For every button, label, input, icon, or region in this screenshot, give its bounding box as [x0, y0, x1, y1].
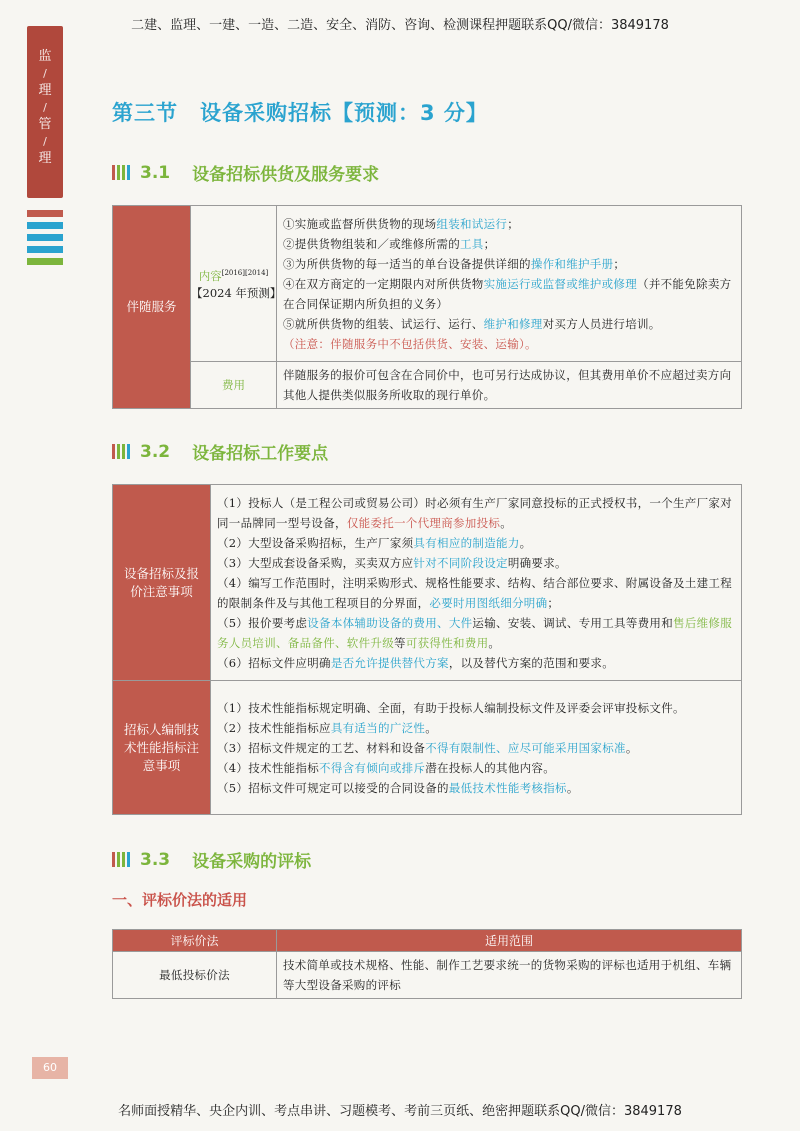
- tender-points-text: [211, 485, 742, 681]
- list-item: （1）投标人（是工程公司或贸易公司）时必须有生产厂家同意投标的正式授权书，一个生产厂家对同一品牌同一型号设备，仅能委托一个代理商参加投标。: [217, 495, 733, 530]
- heading-bars-icon: [112, 165, 130, 180]
- side-bar-cyan: [27, 246, 63, 253]
- list-item: ⑤就所供货物的组装、试运行、运行、维护和修理对买方人员进行培训。: [283, 316, 661, 331]
- side-bar-cyan: [27, 222, 63, 229]
- side-chapter-tab: [27, 26, 63, 198]
- list-item: ④在双方商定的一定期限内对所供货物实施运行或监督或维护或修理（并不能免除卖方在合同保证期内所负担的义务）: [283, 276, 732, 311]
- note: （注意：伴随服务中不包括供货、安装、运输）。: [283, 336, 537, 351]
- side-tab-char: 监: [38, 49, 52, 64]
- service-table: [112, 205, 742, 409]
- subsection-heading-3-3: [112, 847, 311, 872]
- list-item: （4）编写工作范围时，注明采购形式、规格性能要求、结构、结合部位要求、附属设备及土建工程的限制条件及与其他工程项目的分界面，必要时用图纸细分明确；: [217, 575, 733, 610]
- subsection-title: 设备招标工作要点: [192, 444, 329, 464]
- content-label-cell: [191, 206, 282, 362]
- scope-text: 技术简单或技术规格、性能、制作工艺要求统一的货物采购的评标也适用于机组、车辆等大型设备采购的评标: [277, 952, 742, 999]
- fee-text: 伴随服务的报价可包含在合同价中，也可另行达成协议，但其费用单价不应超过卖方向其他人提供类似服务所收取的现行单价。: [277, 362, 742, 409]
- subsection-title: 设备招标供货及服务要求: [192, 165, 380, 185]
- page-number: 60: [32, 1057, 68, 1079]
- content-text: [277, 206, 742, 362]
- side-bar-green: [27, 258, 63, 265]
- evaluation-table: [112, 929, 742, 999]
- list-item: ①实施或监督所供货物的现场组装和试运行；: [283, 216, 520, 231]
- subsection-heading-3-1: [112, 160, 379, 185]
- side-tab-sep: /: [43, 135, 47, 148]
- subsection-number: 3.1: [140, 162, 171, 183]
- subsection-number: 3.3: [140, 849, 171, 870]
- side-bar-cyan: [27, 234, 63, 241]
- subsection-title: 设备采购的评标: [192, 852, 312, 872]
- row-label-service: 伴随服务: [113, 206, 191, 409]
- top-banner: 二建、监理、一建、一造、二造、安全、消防、咨询、检测课程押题联系QQ/微信：3849178: [131, 18, 669, 33]
- subsection-number: 3.2: [140, 441, 171, 462]
- list-item: （2）技术性能指标应具有适当的广泛性。: [217, 720, 438, 735]
- row-label-tech: 招标人编制技术性能指标注意事项: [113, 681, 211, 815]
- list-item: （5）招标文件可规定可以接受的合同设备的最低技术性能考核指标。: [217, 780, 579, 795]
- list-item: （3）大型成套设备采购，买卖双方应针对不同阶段设定明确要求。: [217, 555, 567, 570]
- col-header-scope: 适用范围: [277, 930, 742, 952]
- list-item: （1）技术性能指标规定明确、全面，有助于投标人编制投标文件及评委会评审投标文件。: [217, 700, 685, 715]
- tender-points-table: [112, 484, 742, 815]
- list-item: （2）大型设备采购招标，生产厂家须具有相应的制造能力。: [217, 535, 532, 550]
- list-item: ②提供货物组装和／或维修所需的工具；: [283, 236, 496, 251]
- side-tab-sep: /: [43, 101, 47, 114]
- col-header-method: 评标价法: [113, 930, 277, 952]
- content-label: 内容: [198, 268, 222, 283]
- heading-bars-icon: [112, 852, 130, 867]
- side-tab-char: 管: [38, 117, 52, 132]
- side-tab-char: 理: [38, 151, 52, 166]
- sub-heading-evaluation: 一、评标价法的适用: [112, 891, 248, 909]
- heading-bars-icon: [112, 444, 130, 459]
- list-item: （5）报价要考虑设备本体辅助设备的费用、大件运输、安装、调试、专用工具等费用和售后维修服务人员培训、备品备件、软件升级等可获得性和费用。: [217, 615, 733, 650]
- side-bar-red: [27, 210, 63, 217]
- subsection-heading-3-2: [112, 439, 328, 464]
- list-item: （4）技术性能指标不得含有倾向或排斥潜在投标人的其他内容。: [217, 760, 556, 775]
- content-years: [2016][2014]: [221, 269, 269, 278]
- section-title: 第三节 设备采购招标【预测：3 分】: [112, 101, 488, 125]
- method-name: 最低投标价法: [113, 952, 277, 999]
- tech-points-text: [211, 681, 742, 815]
- list-item: （6）招标文件应明确是否允许提供替代方案，以及替代方案的范围和要求。: [217, 655, 615, 670]
- forecast-label: 【2024 年预测】: [191, 285, 282, 300]
- bottom-banner: 名师面授精华、央企内训、考点串讲、习题模考、考前三页纸、绝密押题联系QQ/微信：3849178: [118, 1104, 682, 1119]
- list-item: （3）招标文件规定的工艺、材料和设备不得有限制性、应尽可能采用国家标准。: [217, 740, 638, 755]
- row-label-tender: 设备招标及报价注意事项: [113, 485, 211, 681]
- list-item: ③为所供货物的每一适当的单台设备提供详细的操作和维护手册；: [283, 256, 626, 271]
- side-tab-sep: /: [43, 67, 47, 80]
- side-tab-char: 理: [38, 83, 52, 98]
- fee-label: 费用: [191, 362, 277, 409]
